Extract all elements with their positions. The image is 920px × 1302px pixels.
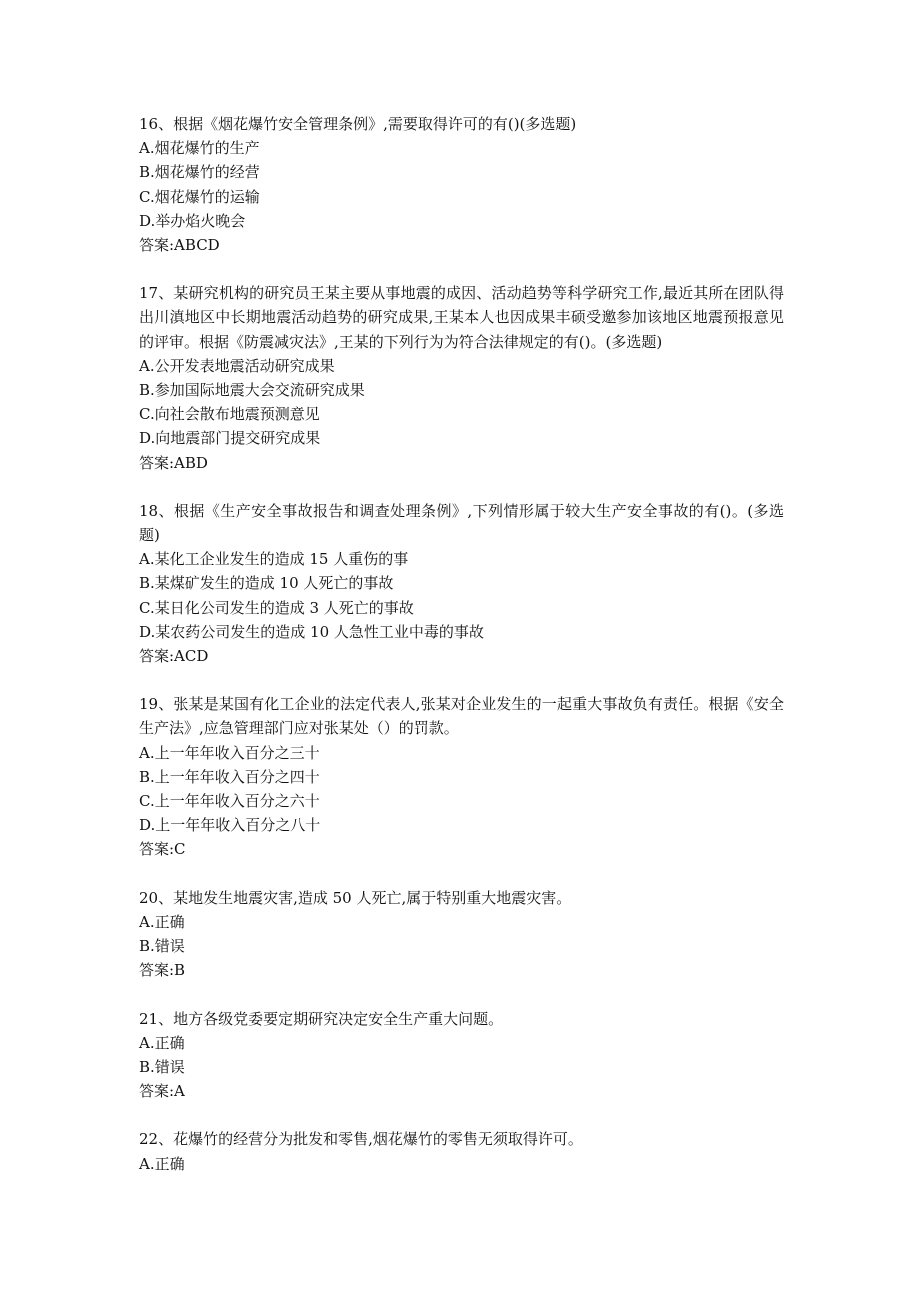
option-a: A.上一年年收入百分之三十 bbox=[139, 743, 320, 762]
option-c: C.某日化公司发生的造成 3 人死亡的事故 bbox=[139, 598, 414, 617]
answer: 答案:ABCD bbox=[139, 236, 220, 255]
answer: 答案:C bbox=[139, 840, 186, 859]
option-b: B.错误 bbox=[139, 937, 185, 956]
question-22 bbox=[139, 1127, 784, 1175]
question-17 bbox=[139, 281, 784, 475]
answer: 答案:A bbox=[139, 1082, 185, 1101]
option-c: C.向社会散布地震预测意见 bbox=[139, 405, 320, 424]
option-b: B.上一年年收入百分之四十 bbox=[139, 767, 320, 786]
option-d: D.某农药公司发生的造成 10 人急性工业中毒的事故 bbox=[139, 622, 484, 641]
option-a: A.公开发表地震活动研究成果 bbox=[139, 356, 335, 375]
option-b: B.烟花爆竹的经营 bbox=[139, 163, 260, 182]
option-a: A.某化工企业发生的造成 15 人重伤的事 bbox=[139, 550, 409, 569]
question-18 bbox=[139, 499, 784, 668]
question-stem: 21、地方各级党委要定期研究决定安全生产重大问题。 bbox=[139, 1009, 504, 1028]
option-a: A.正确 bbox=[139, 912, 185, 931]
answer: 答案:ACD bbox=[139, 647, 209, 666]
option-a: A.正确 bbox=[139, 1154, 185, 1173]
question-stem: 20、某地发生地震灾害,造成 50 人死亡,属于特别重大地震灾害。 bbox=[139, 888, 572, 907]
question-stem: 22、花爆竹的经营分为批发和零售,烟花爆竹的零售无须取得许可。 bbox=[139, 1130, 583, 1149]
question-stem: 17、某研究机构的研究员王某主要从事地震的成因、活动趋势等科学研究工作,最近其所在团队得出川滇地区中长期地震活动趋势的研究成果,王某本人也因成果丰硕受邀参加该地区地震预报意见的评审。根据《防震减灾法》,王某的下列行为为符合法律规定的有()。(多选题) bbox=[139, 284, 784, 351]
question-21 bbox=[139, 1007, 784, 1104]
option-b: B.参加国际地震大会交流研究成果 bbox=[139, 381, 365, 400]
option-d: D.上一年年收入百分之八十 bbox=[139, 816, 321, 835]
option-d: D.向地震部门提交研究成果 bbox=[139, 429, 321, 448]
question-19 bbox=[139, 692, 784, 861]
question-20 bbox=[139, 886, 784, 983]
answer: 答案:B bbox=[139, 961, 186, 980]
question-stem: 18、根据《生产安全事故报告和调查处理条例》,下列情形属于较大生产安全事故的有()。(多选题) bbox=[139, 501, 784, 545]
question-stem: 19、张某是某国有化工企业的法定代表人,张某对企业发生的一起重大事故负有责任。根据《安全生产法》,应急管理部门应对张某处（）的罚款。 bbox=[139, 695, 784, 738]
option-a: A.烟花爆竹的生产 bbox=[139, 139, 260, 158]
option-b: B.错误 bbox=[139, 1057, 185, 1076]
document-page bbox=[139, 112, 784, 1200]
question-stem: 16、根据《烟花爆竹安全管理条例》,需要取得许可的有()(多选题) bbox=[139, 115, 577, 133]
option-a: A.正确 bbox=[139, 1033, 185, 1052]
option-d: D.举办焰火晚会 bbox=[139, 211, 246, 230]
option-c: C.烟花爆竹的运输 bbox=[139, 187, 260, 206]
question-16 bbox=[139, 112, 784, 257]
option-b: B.某煤矿发生的造成 10 人死亡的事故 bbox=[139, 574, 394, 593]
answer: 答案:ABD bbox=[139, 453, 208, 472]
option-c: C.上一年年收入百分之六十 bbox=[139, 792, 320, 811]
